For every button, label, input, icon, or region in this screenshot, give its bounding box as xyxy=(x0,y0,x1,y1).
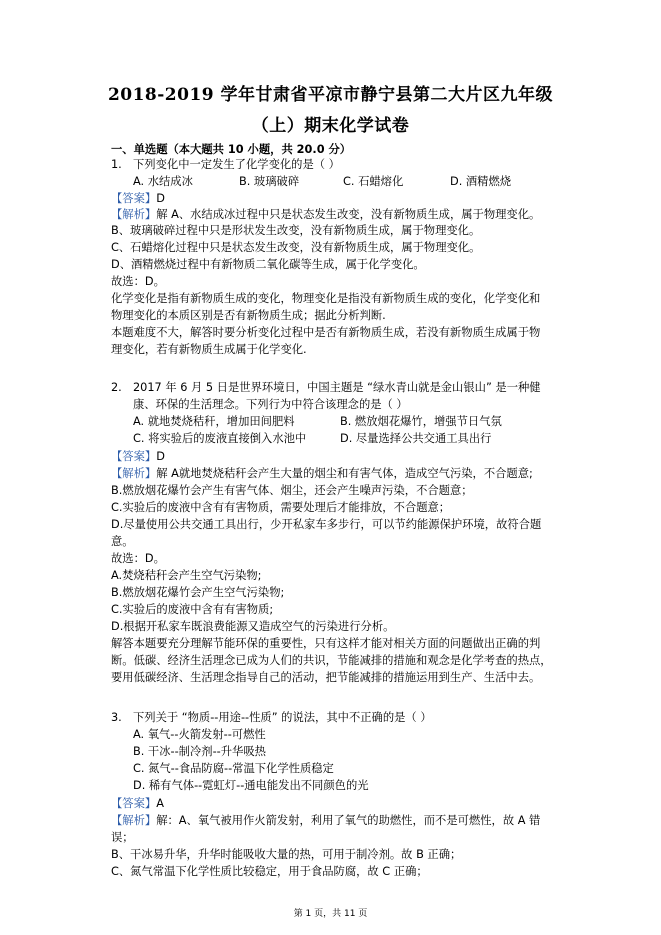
analysis-text: 化学变化是指有新物质生成的变化，物理变化是指没有新物质生成的变化，化学变化和 xyxy=(111,292,541,305)
analysis-text: B.燃放烟花爆竹会产生有害气体、烟尘，还会产生噪声污染，不合题意； xyxy=(111,484,473,497)
option-c: C. 将实验后的废液直接倒入水池中 xyxy=(133,432,307,445)
question-number: 3. xyxy=(111,711,122,724)
analysis-text: D、酒精燃烧过程中有新物质二氧化碳等生成，属于化学变化。 xyxy=(111,258,425,271)
analysis-text: 物理变化的本质区别是否有新物质生成；据此分析判断. xyxy=(111,309,386,322)
analysis-text: 误； xyxy=(111,831,134,844)
analysis-text: 意。 xyxy=(111,535,134,548)
analysis-text: 故选：D。 xyxy=(111,275,165,288)
answer-tag: 【答案】 xyxy=(111,192,157,205)
title-line-2: （上）期末化学试卷 xyxy=(251,116,410,136)
analysis-line xyxy=(111,466,533,482)
title-line-1: 2018-2019 学年甘肃省平凉市静宁县第二大片区九年级 xyxy=(107,85,554,105)
question-number: 2. xyxy=(111,381,122,394)
analysis-text: C.实验后的废液中含有有害物质，需要处理后才能排放，不合题意； xyxy=(111,501,451,514)
analysis-text: 断。低碳、经济生活理念已成为人们的共识，节能减排的措施和观念是化学考查的热点， xyxy=(111,654,552,667)
analysis-line xyxy=(111,207,540,223)
analysis-text: A.焚烧秸秆会产生空气污染物; xyxy=(111,569,262,582)
option-d: D. 酒精燃烧 xyxy=(450,175,512,188)
answer-line xyxy=(111,191,165,207)
question-stem: 下列变化中一定发生了化学变化的是（ ） xyxy=(133,158,340,171)
analysis-text: 本题难度不大，解答时要分析变化过程中是否有新物质生成，若没有新物质生成属于物 xyxy=(111,326,541,339)
option-b: B. 干冰--制冷剂--升华吸热 xyxy=(133,745,266,758)
options-row xyxy=(133,174,563,190)
analysis-text: 解 A、水结成冰过程中只是状态发生改变，没有新物质生成，属于物理变化。 xyxy=(156,208,541,221)
analysis-tag: 【解析】 xyxy=(111,814,157,827)
analysis-text: C、石蜡熔化过程中只是状态发生改变，没有新物质生成，属于物理变化。 xyxy=(111,241,481,254)
analysis-text: B.燃放烟花爆竹会产生空气污染物; xyxy=(111,586,285,599)
option-d: D. 稀有气体--霓虹灯--通电能发出不同颜色的光 xyxy=(133,779,369,792)
option-c: C. 石蜡熔化 xyxy=(343,175,404,188)
analysis-text: 解答本题要充分理解节能环保的重要性，只有这样才能对相关方面的问题做出正确的判 xyxy=(111,637,541,650)
page-footer: 第 1 页，共 11 页 xyxy=(293,909,368,919)
analysis-text: 要用低碳经济、生活理念指导自己的活动，把节能减排的措施运用到生产、生活中去。 xyxy=(111,671,541,684)
answer-line xyxy=(111,449,165,465)
analysis-text: 解：A、氧气被用作火箭发射，利用了氧气的助燃性，而不是可燃性，故 A 错 xyxy=(156,814,541,827)
analysis-text: B、玻璃破碎过程中只是形状发生改变，没有新物质生成，属于物理变化。 xyxy=(111,224,481,237)
analysis-text: 解 A就地焚烧秸秆会产生大量的烟尘和有害气体，造成空气污染，不合题意; xyxy=(156,467,533,480)
analysis-line xyxy=(111,813,540,829)
option-c: C. 氮气--食品防腐--常温下化学性质稳定 xyxy=(133,762,334,775)
answer-value: D xyxy=(156,192,165,205)
analysis-text: 故选：D。 xyxy=(111,552,165,565)
option-a: A. 就地焚烧秸秆，增加田间肥料 xyxy=(133,415,295,428)
option-b: B. 燃放烟花爆竹，增强节日气氛 xyxy=(340,415,502,428)
option-b: B. 玻璃破碎 xyxy=(239,175,300,188)
analysis-text: C、氮气常温下化学性质比较稳定，用于食品防腐，故 C 正确； xyxy=(111,865,428,878)
analysis-text: 理变化，若有新物质生成属于化学变化. xyxy=(111,343,307,356)
answer-value: A xyxy=(156,797,164,810)
answer-value: D xyxy=(156,450,165,463)
option-a: A. 水结成冰 xyxy=(133,175,193,188)
option-d: D. 尽量选择公共交通工具出行 xyxy=(340,432,492,445)
analysis-text: D.尽量使用公共交通工具出行，少开私家车多步行，可以节约能源保护环境，故符合题 xyxy=(111,518,542,531)
answer-line xyxy=(111,796,164,812)
option-a: A. 氧气--火箭发射--可燃性 xyxy=(133,728,266,741)
section-heading: 一、单选题（本大题共 10 小题，共 20.0 分） xyxy=(111,143,352,156)
answer-tag: 【答案】 xyxy=(111,450,157,463)
analysis-text: C.实验后的废液中含有有害物质; xyxy=(111,603,274,616)
question-stem: 2017 年 6 月 5 日是世界环境日，中国主题是 “绿水青山就是金山银山” 是一种健 xyxy=(133,381,541,394)
analysis-text: B、干冰易升华，升华时能吸收大量的热，可用于制冷剂。故 B 正确； xyxy=(111,848,462,861)
answer-tag: 【答案】 xyxy=(111,797,157,810)
question-number: 1. xyxy=(111,158,122,171)
question-stem: 康、环保的生活理念。下列行为中符合该理念的是（ ） xyxy=(133,398,408,411)
analysis-text: D.根据开私家车既浪费能源又造成空气的污染进行分析。 xyxy=(111,620,395,633)
analysis-tag: 【解析】 xyxy=(111,208,157,221)
question-stem: 下列关于 “物质--用途--性质” 的说法，其中不正确的是（ ） xyxy=(133,711,432,724)
analysis-tag: 【解析】 xyxy=(111,467,157,480)
